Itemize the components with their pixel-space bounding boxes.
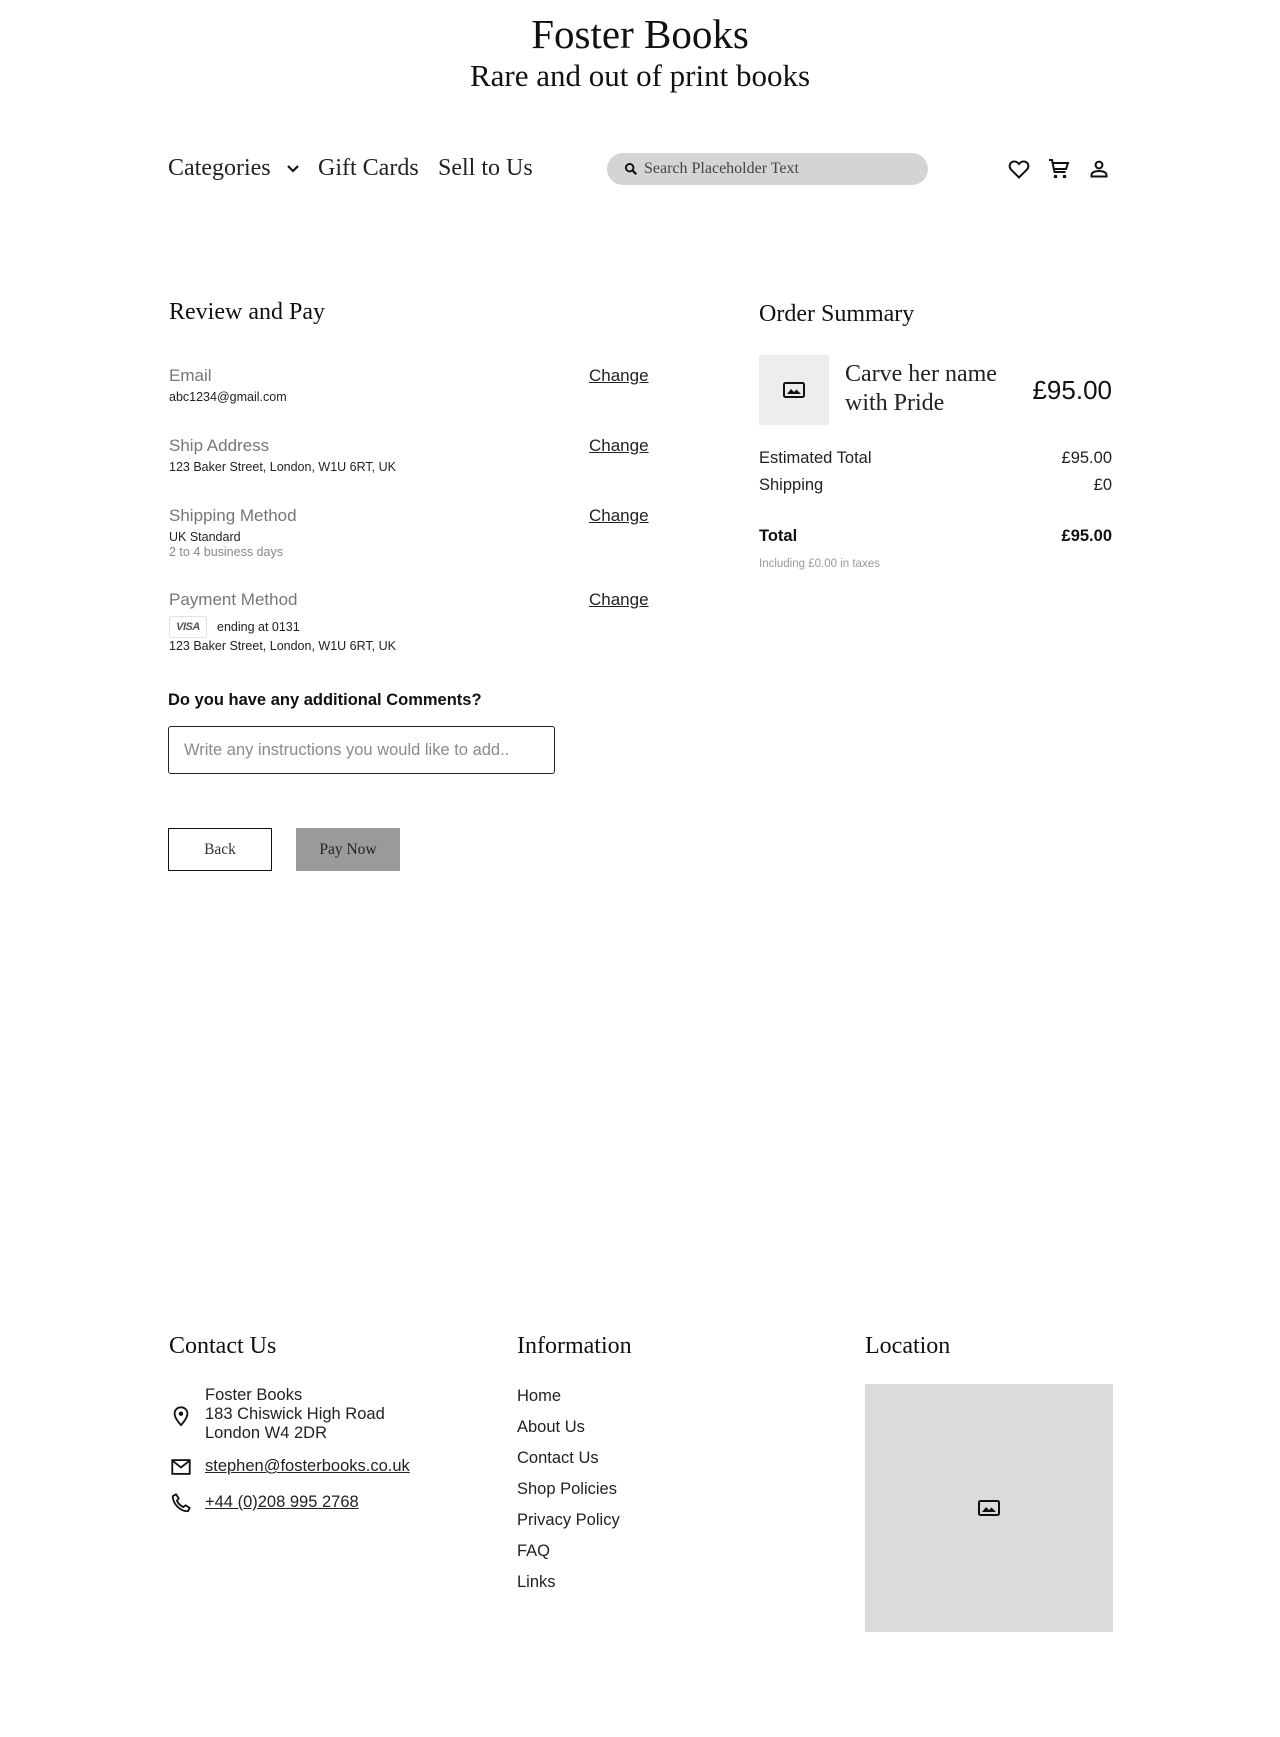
footer-link-privacy-policy[interactable]: Privacy Policy <box>517 1511 620 1529</box>
footer-link-about-us[interactable]: About Us <box>517 1418 585 1436</box>
search-icon <box>624 162 638 176</box>
pay-now-button[interactable]: Pay Now <box>296 828 400 871</box>
cart-icon[interactable] <box>1047 157 1071 181</box>
footer-email-link[interactable]: stephen@fosterbooks.co.uk <box>205 1457 410 1475</box>
estimated-total-row <box>759 447 1112 469</box>
search-input[interactable] <box>644 160 904 178</box>
footer-link-faq[interactable]: FAQ <box>517 1542 551 1560</box>
comments-input[interactable] <box>168 726 555 774</box>
footer-link-contact-us[interactable]: Contact Us <box>517 1449 599 1467</box>
email-label: Email <box>169 366 212 385</box>
tax-note: Including £0.00 in taxes <box>759 558 880 570</box>
total-row <box>759 525 1112 547</box>
search-bar[interactable] <box>607 153 928 185</box>
shipping-method-label: Shipping Method <box>169 506 297 525</box>
nav-categories[interactable] <box>168 152 301 184</box>
visa-card-icon: VISA <box>169 616 207 638</box>
image-placeholder-icon <box>978 1500 1000 1516</box>
nav-categories-label: Categories <box>168 155 271 181</box>
footer-link-links[interactable]: Links <box>517 1573 556 1591</box>
shipping-label: Shipping <box>759 476 824 494</box>
heart-icon[interactable] <box>1007 157 1031 181</box>
chevron-down-icon <box>285 160 301 176</box>
change-shipping-method-link[interactable]: Change <box>589 506 649 525</box>
phone-icon <box>170 1492 192 1514</box>
product-thumbnail <box>759 355 829 425</box>
footer-information-title: Information <box>517 1333 632 1359</box>
change-email-link[interactable]: Change <box>589 366 649 385</box>
change-ship-address-link[interactable]: Change <box>589 436 649 455</box>
billing-address-value: 123 Baker Street, London, W1U 6RT, UK <box>169 639 396 653</box>
ship-address-value: 123 Baker Street, London, W1U 6RT, UK <box>169 460 396 474</box>
footer-link-home[interactable]: Home <box>517 1387 562 1405</box>
user-icon[interactable] <box>1087 157 1111 181</box>
brand-tagline: Rare and out of print books <box>469 58 811 93</box>
product-price: £95.00 <box>1032 375 1112 405</box>
card-ending: ending at 0131 <box>217 620 300 634</box>
footer-address-line-2: 183 Chiswick High Road <box>205 1405 385 1423</box>
change-payment-method-link[interactable]: Change <box>589 590 649 609</box>
footer-location-title: Location <box>865 1333 951 1359</box>
location-pin-icon <box>170 1405 192 1427</box>
ship-address-label: Ship Address <box>169 436 270 455</box>
footer-contact-title: Contact Us <box>169 1333 277 1359</box>
product-name[interactable]: Carve her name with Pride <box>845 361 997 416</box>
estimated-total-label: Estimated Total <box>759 449 872 467</box>
total-value: £95.00 <box>1061 527 1112 545</box>
mail-icon <box>170 1456 192 1478</box>
shipping-value: £0 <box>1093 476 1112 494</box>
nav-gift-cards[interactable]: Gift Cards <box>318 155 419 181</box>
footer-link-shop-policies[interactable]: Shop Policies <box>517 1480 617 1498</box>
payment-method-label: Payment Method <box>169 590 298 609</box>
location-map[interactable] <box>865 1384 1113 1632</box>
brand-title[interactable]: Foster Books <box>531 11 749 57</box>
shipping-method-value: UK Standard <box>169 530 241 544</box>
shipping-method-duration: 2 to 4 business days <box>169 545 283 559</box>
email-value: abc1234@gmail.com <box>169 390 287 404</box>
review-and-pay-title: Review and Pay <box>169 299 325 325</box>
shipping-row <box>759 474 1112 496</box>
image-placeholder-icon <box>783 382 805 398</box>
total-label: Total <box>759 527 798 545</box>
nav-sell-to-us[interactable]: Sell to Us <box>438 155 533 181</box>
order-summary-title: Order Summary <box>759 301 915 327</box>
estimated-total-value: £95.00 <box>1061 449 1112 467</box>
comments-question: Do you have any additional Comments? <box>168 691 482 709</box>
footer-address-line-1: Foster Books <box>205 1386 303 1404</box>
footer-address-line-3: London W4 2DR <box>205 1424 327 1442</box>
footer-phone-link[interactable]: +44 (0)208 995 2768 <box>205 1493 359 1511</box>
back-button[interactable]: Back <box>168 828 272 871</box>
